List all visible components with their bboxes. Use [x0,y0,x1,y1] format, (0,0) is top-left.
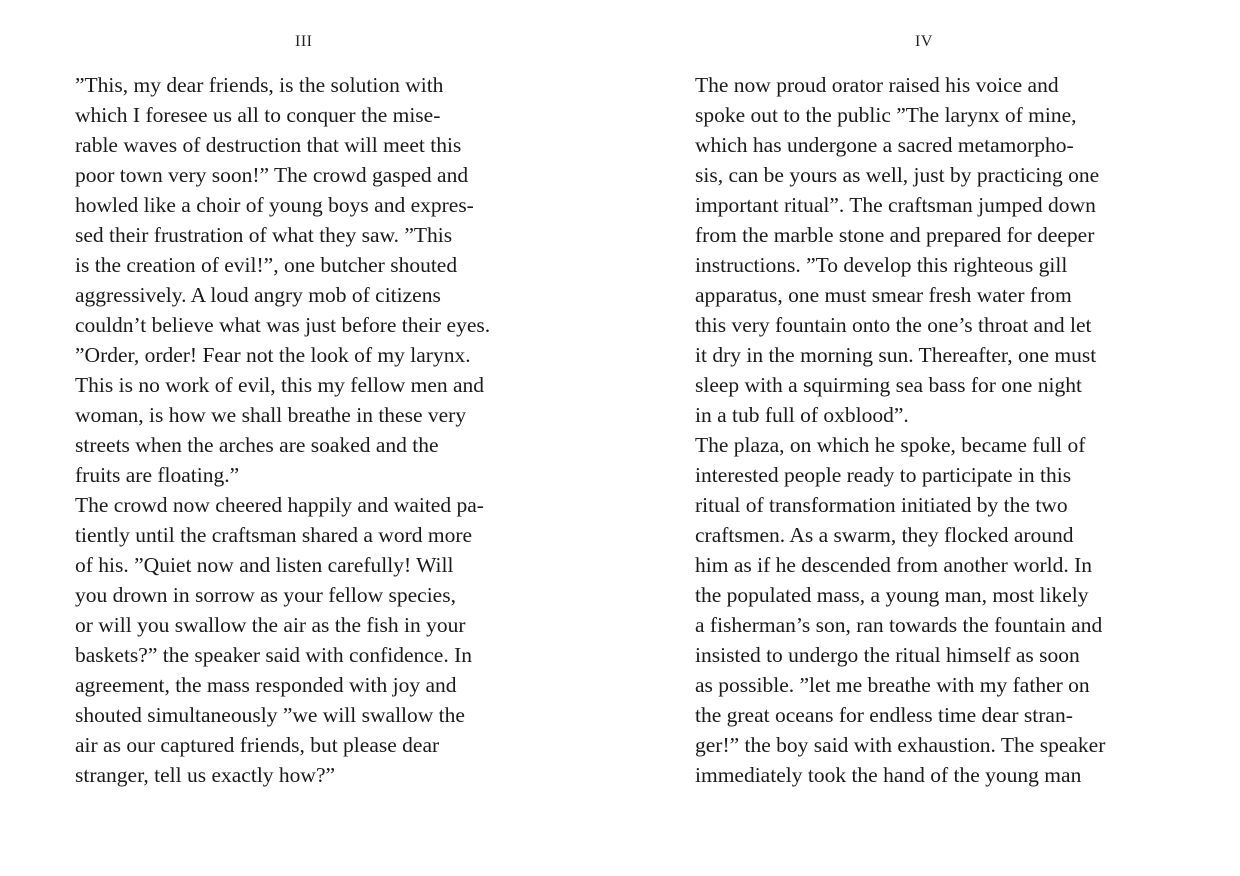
text-line: stranger, tell us exactly how?” [75,763,336,787]
text-line: as possible. ”let me breathe with my father on [695,673,1090,697]
text-line: you drown in sorrow as your fellow species, [75,583,456,607]
text-line: it dry in the morning sun. Thereafter, one must [695,343,1097,367]
text-line: ”This, my dear friends, is the solution with [75,73,444,97]
text-line: the populated mass, a young man, most likely [695,583,1089,607]
text-line: sed their frustration of what they saw. ”This [75,223,453,247]
text-line: or will you swallow the air as the fish in your [75,613,466,637]
text-line: which has undergone a sacred metamorpho- [695,133,1074,157]
text-line: ger!” the boy said with exhaustion. The speaker [695,733,1106,757]
text-line: shouted simultaneously ”we will swallow the [75,703,465,727]
text-line: tiently until the craftsman shared a word more [75,523,473,547]
text-line: fruits are floating.” [75,463,240,487]
left-page-text [75,70,595,790]
text-line: him as if he descended from another world. In [695,553,1093,577]
text-line: The now proud orator raised his voice and [695,73,1059,97]
page-number-right: IV [915,33,933,50]
text-line: couldn’t believe what was just before their eyes. [75,313,491,337]
text-line: this very fountain onto the one’s throat and let [695,313,1092,337]
text-line: immediately took the hand of the young man [695,763,1082,787]
text-line: a fisherman’s son, ran towards the fountain and [695,613,1103,637]
page-number-left: III [295,33,313,50]
text-line: sleep with a squirming sea bass for one night [695,373,1082,397]
text-line: streets when the arches are soaked and the [75,433,439,457]
text-line: apparatus, one must smear fresh water from [695,283,1072,307]
text-line: is the creation of evil!”, one butcher shouted [75,253,458,277]
text-line: The plaza, on which he spoke, became full of [695,433,1086,457]
text-line: baskets?” the speaker said with confidence. In [75,643,472,667]
text-line: air as our captured friends, but please dear [75,733,440,757]
text-line: insisted to undergo the ritual himself as soon [695,643,1080,667]
text-line: sis, can be yours as well, just by practicing one [695,163,1100,187]
text-line: The crowd now cheered happily and waited pa- [75,493,484,517]
text-line: important ritual”. The craftsman jumped down [695,193,1096,217]
text-line: woman, is how we shall breathe in these very [75,403,467,427]
text-line: of his. ”Quiet now and listen carefully! Will [75,553,454,577]
text-line: craftsmen. As a swarm, they flocked around [695,523,1074,547]
text-line: aggressively. A loud angry mob of citizens [75,283,441,307]
text-line: instructions. ”To develop this righteous gill [695,253,1068,277]
text-line: howled like a choir of young boys and expres- [75,193,474,217]
text-line: ritual of transformation initiated by the two [695,493,1068,517]
text-line: This is no work of evil, this my fellow men and [75,373,485,397]
text-line: the great oceans for endless time dear stran- [695,703,1073,727]
text-line: ”Order, order! Fear not the look of my larynx. [75,343,471,367]
right-page-text [695,70,1215,790]
text-line: rable waves of destruction that will meet this [75,133,462,157]
text-line: poor town very soon!” The crowd gasped and [75,163,469,187]
text-line: spoke out to the public ”The larynx of mine, [695,103,1077,127]
text-line: which I foresee us all to conquer the mise- [75,103,441,127]
text-line: agreement, the mass responded with joy and [75,673,457,697]
text-line: in a tub full of oxblood”. [695,403,909,427]
text-line: interested people ready to participate in this [695,463,1072,487]
text-line: from the marble stone and prepared for deeper [695,223,1095,247]
